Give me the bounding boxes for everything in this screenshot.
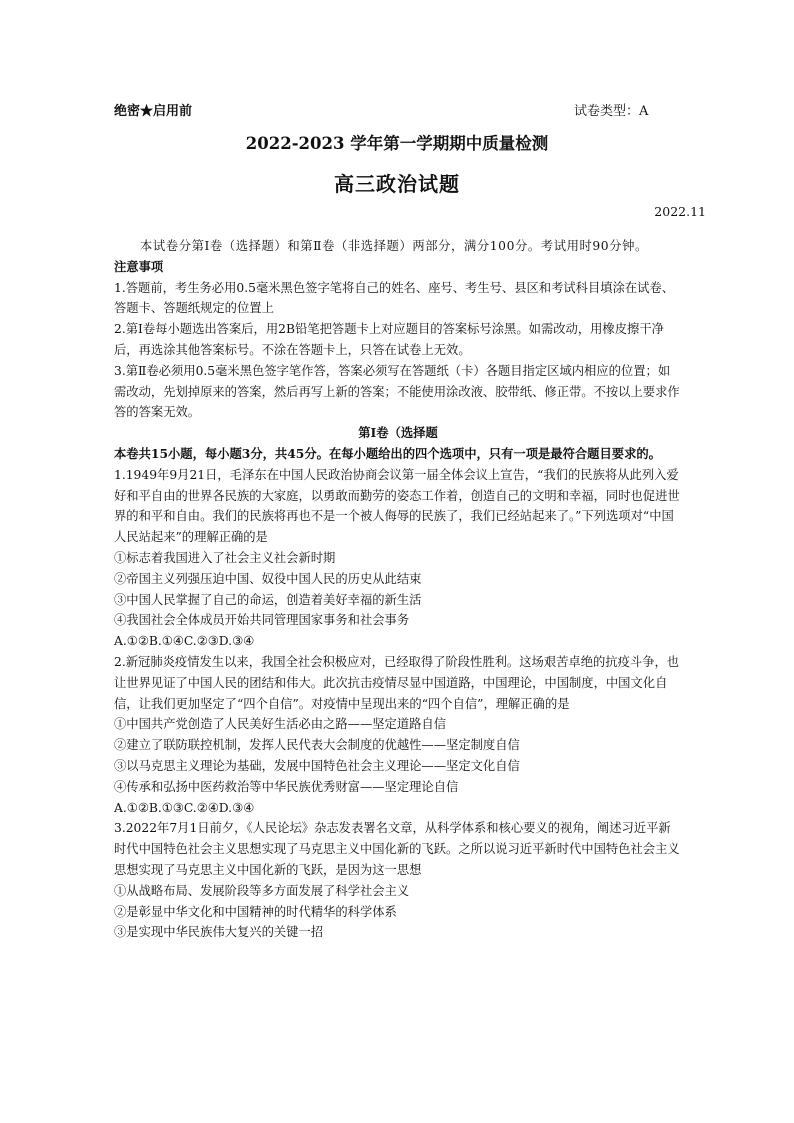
notes-heading: 注意事项 [114,258,164,274]
question-stem: 3.2022年7月1日前夕，《人民论坛》杂志发表署名文章，从科学体系和核心要义的视角，阐述习近平新时代中国特色社会主义思想实现了马克思主义中国化新的飞跃。之所以说习近平新时代中国特色社会主义思想实现了马克思主义中国化新的飞跃，是因为这一思想 [114,821,680,877]
question-choices: A.①②B.①④C.②③D.③④ [114,634,255,649]
question-option: ④我国社会全体成员开始共同管理国家事务和社会事务 [114,613,410,628]
question-option: ②帝国主义列强压迫中国、奴役中国人民的历史从此结束 [114,571,422,586]
question-option: ①标志着我国进入了社会主义社会新时期 [114,550,336,565]
note-item: 3.第Ⅱ卷必须用0.5毫米黑色签字笔作答，答案必须写在答题纸（卡）各题目指定区域内相应的位置；如需改动，先划掉原来的答案，然后再写上新的答案；不能使用涂改液、胶带纸、修正带。不按以上要求作答的答案无效。 [114,363,680,420]
question-choices: A.①②B.①③C.②④D.③④ [114,800,255,815]
note-item: 1.答题前，考生务必用0.5毫米黑色签字笔将自己的姓名、座号、考生号、县区和考试科目填涂在试卷、答题卡、答题纸规定的位置上 [114,280,675,316]
question-stem: 2.新冠肺炎疫情发生以来，我国全社会积极应对，已经取得了阶段性胜利。这场艰苦卓绝的抗疫斗争，也让世界见证了中国人民的团结和伟大。此次抗击疫情尽显中国道路，中国理论，中国制度，中国文化自信，让我们更加坚定了“四个自信”。对疫情中呈现出来的“四个自信”，理解正确的是 [114,654,680,711]
exam-subtitle: 高三政治试题 [334,172,460,196]
question-option: ③中国人民掌握了自己的命运，创造着美好幸福的新生活 [114,592,422,607]
section-title: 第Ⅰ卷（选择题 [358,425,438,441]
section-instruction: 本卷共15小题，每小题3分，共45分。在每小题给出的四个选项中，只有一项是最符合题目要求的。 [114,445,661,461]
confidential-label: 绝密★启用前 [114,104,193,119]
question-option: ②建立了联防联控机制，发挥人民代表大会制度的优越性——坚定制度自信 [114,738,520,753]
intro-paragraph: 本试卷分第Ⅰ卷（选择题）和第Ⅱ卷（非选择题）两部分，满分100分。考试用时90分钟。 [140,239,648,253]
question-option: ③以马克思主义理论为基础，发展中国特色社会主义理论——坚定文化自信 [114,758,520,773]
exam-date: 2022.11 [654,204,706,219]
question-option: ③是实现中华民族伟大复兴的关键一招 [114,925,324,940]
question-option: ①中国共产党创造了人民美好生活必由之路——坚定道路自信 [114,717,447,732]
note-item: 2.第Ⅰ卷每小题选出答案后，用2B铅笔把答题卡上对应题目的答案标号涂黑。如需改动，用橡皮擦干净后，再选涂其他答案标号。不涂在答题卡上，只答在试卷上无效。 [114,322,664,357]
exam-type-label: 试卷类型：A [574,104,649,119]
exam-body [114,236,682,943]
question-option: ①从战略布局、发展阶段等多方面发展了科学社会主义 [114,883,410,898]
exam-title: 2022-2023 学年第一学期期中质量检测 [245,134,549,153]
question-option: ②是彰显中华文化和中国精神的时代精华的科学体系 [114,904,397,919]
question-stem: 1.1949年9月21日，毛泽东在中国人民政治协商会议第一届全体会议上宣告，“我们的民族将从此列入爱好和平自由的世界各民族的大家庭，以勇敢而勤劳的姿态工作着，创造自己的文明和幸福，同时也促进世界的和平和自由。我们的民族将再也不是一个被人侮辱的民族了，我们已经站起来了。”下列选项对“中国人民站起来”的理解正确的是 [114,467,680,545]
question-option: ④传承和弘扬中医药救治等中华民族优秀财富——坚定理论自信 [114,779,459,794]
